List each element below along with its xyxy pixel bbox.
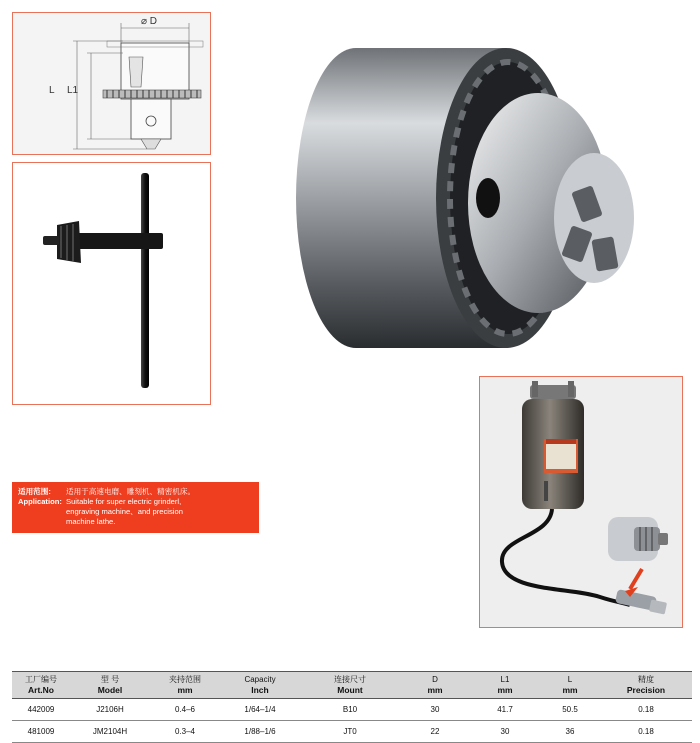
- chuck-dimension-drawing: [13, 13, 211, 155]
- chuck-key-image: [13, 163, 211, 405]
- cell-capacity-mm: 0.3–4: [150, 721, 220, 743]
- header-precision: 精度 Precision: [600, 672, 692, 699]
- dimension-diagram: [12, 12, 211, 155]
- table-row: [12, 699, 692, 721]
- header-d: D mm: [400, 672, 470, 699]
- cell-l: 50.5: [540, 699, 600, 721]
- application-en-line: machine lathe.: [66, 517, 116, 526]
- application-box: [12, 482, 259, 533]
- dimension-l1-label: L1: [67, 85, 79, 96]
- drill-chuck-image: [276, 28, 652, 354]
- cell-d: 22: [400, 721, 470, 743]
- electric-grinder-image: [480, 377, 683, 628]
- cell-model: JM2104H: [70, 721, 150, 743]
- application-cn-text: 适用于高速电磨、雕刻机、精密机床。: [66, 487, 196, 496]
- table-header-row: [12, 672, 692, 699]
- drill-chuck-photo: [276, 28, 652, 354]
- spec-table: [12, 671, 692, 743]
- dimension-l-label: L: [49, 85, 55, 96]
- application-en-line: engraving machine、and precision: [66, 507, 183, 516]
- cell-l1: 41.7: [470, 699, 540, 721]
- chuck-key-photo: [12, 162, 211, 405]
- header-model: 型 号 Model: [70, 672, 150, 699]
- header-mount: 连接尺寸 Mount: [300, 672, 400, 699]
- cell-l: 36: [540, 721, 600, 743]
- application-en-row: [18, 497, 253, 527]
- application-cn-label: 适用范围:: [18, 487, 51, 496]
- header-l1: L1 mm: [470, 672, 540, 699]
- application-cn-row: [18, 487, 253, 497]
- cell-art-no: 481009: [12, 721, 70, 743]
- cell-l1: 30: [470, 721, 540, 743]
- grinder-photo: [479, 376, 683, 628]
- cell-precision: 0.18: [600, 721, 692, 743]
- cell-precision: 0.18: [600, 699, 692, 721]
- header-l: L mm: [540, 672, 600, 699]
- cell-capacity-inch: 1/88–1/6: [220, 721, 300, 743]
- header-capacity-mm: 夹持范围 mm: [150, 672, 220, 699]
- header-art-no: 工厂编号 Art.No: [12, 672, 70, 699]
- cell-art-no: 442009: [12, 699, 70, 721]
- application-en-text: [66, 497, 253, 527]
- header-capacity-inch: Capacity Inch: [220, 672, 300, 699]
- table-row: [12, 721, 692, 743]
- cell-d: 30: [400, 699, 470, 721]
- cell-mount: JT0: [300, 721, 400, 743]
- cell-capacity-mm: 0.4–6: [150, 699, 220, 721]
- dimension-d-label: ⌀ D: [141, 16, 158, 27]
- application-en-label: Application:: [18, 497, 62, 506]
- cell-capacity-inch: 1/64–1/4: [220, 699, 300, 721]
- cell-mount: B10: [300, 699, 400, 721]
- application-en-line: Suitable for super electric grinderl,: [66, 497, 182, 506]
- cell-model: J2106H: [70, 699, 150, 721]
